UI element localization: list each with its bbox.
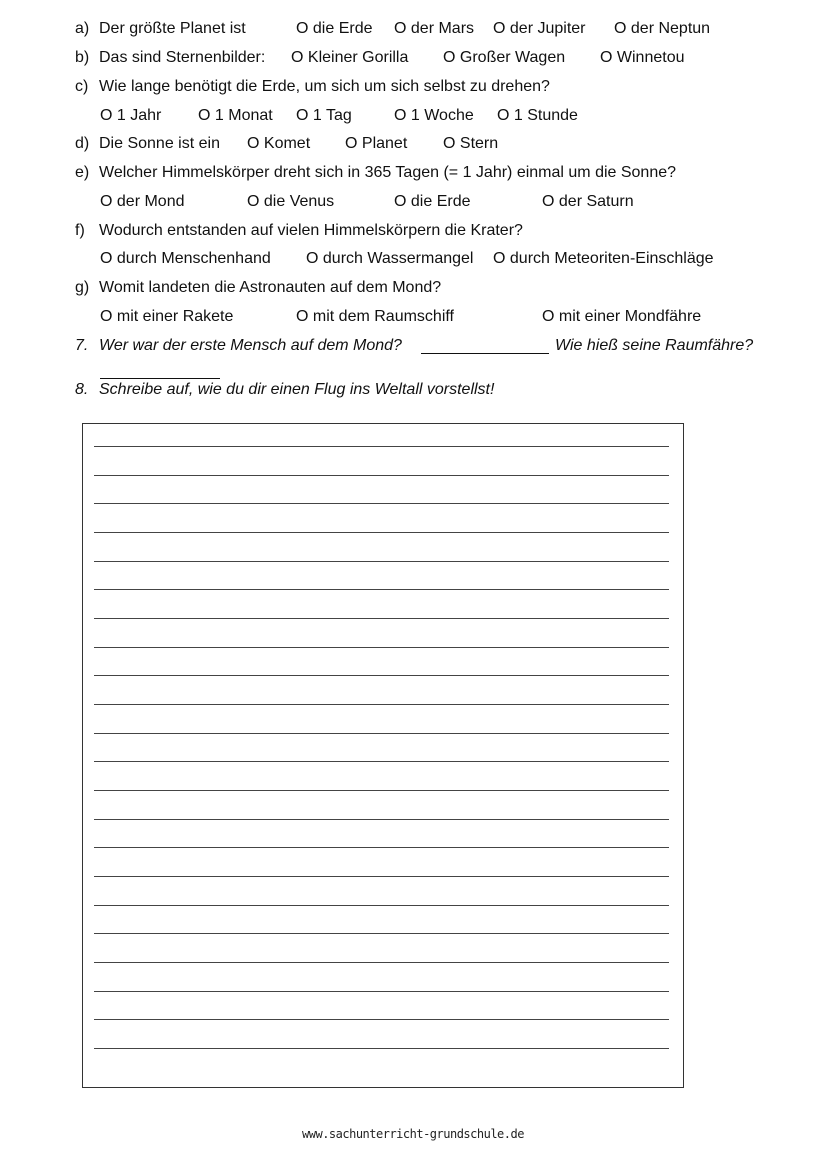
writing-line[interactable] bbox=[94, 962, 669, 963]
writing-line[interactable] bbox=[94, 446, 669, 447]
answer-option[interactable]: O 1 Monat bbox=[198, 107, 273, 124]
writing-line[interactable] bbox=[94, 1048, 669, 1049]
answer-option[interactable]: O Planet bbox=[345, 135, 408, 152]
writing-line[interactable] bbox=[94, 1019, 669, 1020]
writing-line[interactable] bbox=[94, 589, 669, 590]
footer-url: www.sachunterricht-grundschule.de bbox=[302, 1127, 524, 1141]
question-prompt-2: Wie hieß seine Raumfähre? bbox=[555, 337, 754, 354]
writing-line[interactable] bbox=[94, 733, 669, 734]
answer-option[interactable]: O Kleiner Gorilla bbox=[291, 49, 409, 66]
writing-line[interactable] bbox=[94, 704, 669, 705]
answer-blank-astronaut[interactable] bbox=[421, 353, 549, 354]
writing-line[interactable] bbox=[94, 647, 669, 648]
question-prompt: Der größte Planet ist bbox=[99, 20, 246, 37]
answer-option[interactable]: O die Venus bbox=[247, 193, 335, 210]
answer-option[interactable]: O 1 Stunde bbox=[497, 107, 578, 124]
writing-line[interactable] bbox=[94, 532, 669, 533]
answer-option[interactable]: O mit dem Raumschiff bbox=[296, 308, 454, 325]
answer-option[interactable]: O Großer Wagen bbox=[443, 49, 566, 66]
answer-option[interactable]: O der Saturn bbox=[542, 193, 634, 210]
writing-line[interactable] bbox=[94, 561, 669, 562]
answer-option[interactable]: O 1 Woche bbox=[394, 107, 474, 124]
writing-line[interactable] bbox=[94, 876, 669, 877]
question-prompt: Wodurch entstanden auf vielen Himmelskörpern die Krater? bbox=[99, 222, 523, 239]
writing-line[interactable] bbox=[94, 933, 669, 934]
answer-option[interactable]: O der Neptun bbox=[614, 20, 711, 37]
answer-option[interactable]: O der Jupiter bbox=[493, 20, 586, 37]
question-label: g) bbox=[75, 279, 90, 296]
question-prompt: Wie lange benötigt die Erde, um sich um sich selbst zu drehen? bbox=[99, 78, 550, 95]
question-label: c) bbox=[75, 78, 89, 95]
writing-line[interactable] bbox=[94, 905, 669, 906]
question-prompt: Wer war der erste Mensch auf dem Mond? bbox=[99, 337, 402, 354]
answer-option[interactable]: O die Erde bbox=[394, 193, 471, 210]
answer-option[interactable]: O Winnetou bbox=[600, 49, 685, 66]
question-prompt: Die Sonne ist ein bbox=[99, 135, 220, 152]
writing-line[interactable] bbox=[94, 675, 669, 676]
question-prompt: Womit landeten die Astronauten auf dem Mond? bbox=[99, 279, 442, 296]
writing-line[interactable] bbox=[94, 761, 669, 762]
answer-option[interactable]: O Stern bbox=[443, 135, 499, 152]
answer-option[interactable]: O durch Meteoriten-Einschläge bbox=[493, 250, 714, 267]
question-prompt: Das sind Sternenbilder: bbox=[99, 49, 266, 66]
writing-line[interactable] bbox=[94, 503, 669, 504]
question-label: f) bbox=[75, 222, 85, 239]
question-label: b) bbox=[75, 49, 90, 66]
answer-option[interactable]: O der Mond bbox=[100, 193, 185, 210]
question-prompt: Welcher Himmelskörper dreht sich in 365 Tagen (= 1 Jahr) einmal um die Sonne? bbox=[99, 164, 677, 181]
answer-option[interactable]: O 1 Tag bbox=[296, 107, 352, 124]
question-label: 8. bbox=[75, 381, 89, 398]
answer-option[interactable]: O mit einer Rakete bbox=[100, 308, 234, 325]
question-label: e) bbox=[75, 164, 90, 181]
answer-option[interactable]: O der Mars bbox=[394, 20, 475, 37]
answer-option[interactable]: O mit einer Mondfähre bbox=[542, 308, 702, 325]
writing-box[interactable] bbox=[82, 423, 684, 1088]
question-label: 7. bbox=[75, 337, 89, 354]
writing-line[interactable] bbox=[94, 991, 669, 992]
answer-option[interactable]: O durch Menschenhand bbox=[100, 250, 271, 267]
writing-line[interactable] bbox=[94, 847, 669, 848]
answer-option[interactable]: O die Erde bbox=[296, 20, 373, 37]
question-label: d) bbox=[75, 135, 90, 152]
answer-option[interactable]: O 1 Jahr bbox=[100, 107, 162, 124]
writing-line[interactable] bbox=[94, 819, 669, 820]
answer-option[interactable]: O Komet bbox=[247, 135, 311, 152]
writing-line[interactable] bbox=[94, 790, 669, 791]
question-label: a) bbox=[75, 20, 90, 37]
writing-line[interactable] bbox=[94, 475, 669, 476]
writing-line[interactable] bbox=[94, 618, 669, 619]
question-prompt: Schreibe auf, wie du dir einen Flug ins Weltall vorstellst! bbox=[99, 381, 495, 398]
answer-option[interactable]: O durch Wassermangel bbox=[306, 250, 474, 267]
